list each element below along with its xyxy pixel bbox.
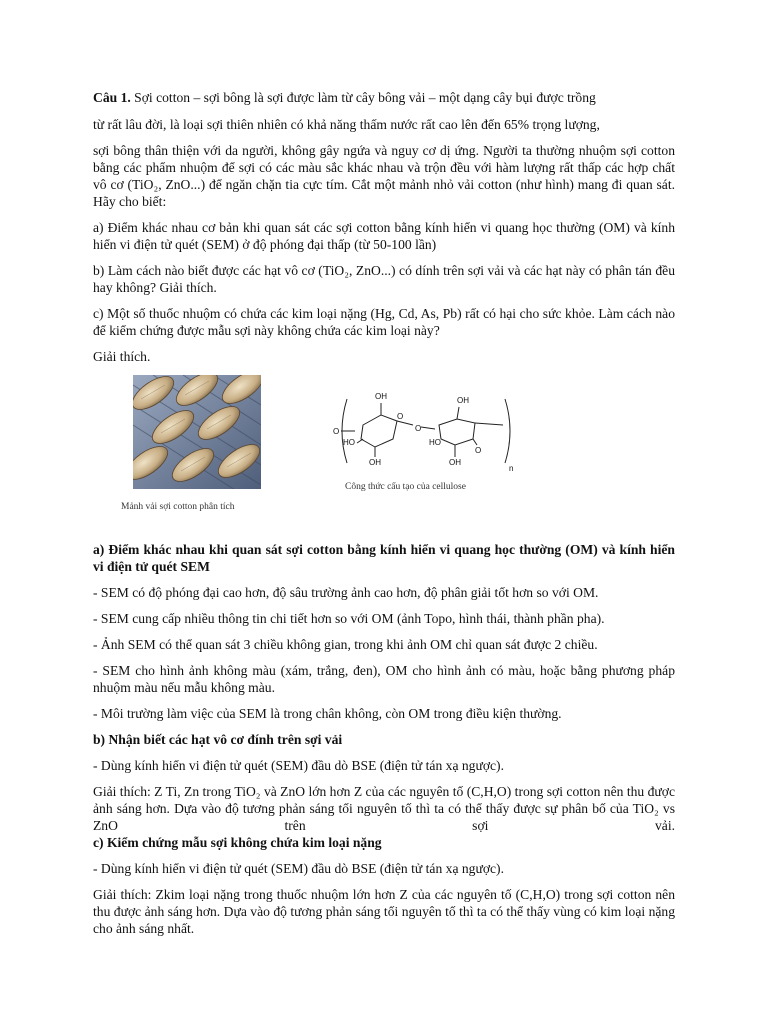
answer-c-method: - Dùng kính hiển vi điện tử quét (SEM) đầu dò BSE (điện tử tán xạ ngược). [93,861,504,876]
hydroxyl-label-1: OH [375,392,387,401]
hydroxyl-label-6: OH [449,458,461,467]
ring-oxygen-label-1: O [397,412,404,421]
figures-row [93,375,675,533]
answer-a-item: - SEM cung cấp nhiều thông tin chi tiết hơn so với OM (ảnh Topo, hình thái, thành phần pha). [93,611,605,626]
question-intro-line2: từ rất lâu đời, là loại sợi thiên nhiên có khả năng thấm nước rất cao lên đến 65% trọng lượng, [93,117,600,132]
answer-a-heading: a) Điểm khác nhau khi quan sát sợi cotton bằng kính hiển vi quang học thường (OM) và kính hiển vi điện tử quét SEM [93,542,675,574]
fabric-caption: Mảnh vải sợi cotton phân tích [121,502,235,512]
answer-b-heading: b) Nhận biết các hạt vô cơ đính trên sợi vải [93,732,343,747]
answer-a-item: - SEM có độ phóng đại cao hơn, độ sâu trường ảnh cao hơn, độ phân giải tốt hơn so với OM. [93,585,599,600]
hydroxyl-label-3: OH [369,458,381,467]
hydroxyl-label-4: HO [429,438,441,447]
answer-a-item: - Ảnh SEM có thể quan sát 3 chiều không gian, trong khi ảnh OM chỉ quan sát được 2 chiều. [93,637,598,652]
hydroxyl-label-5: OH [457,396,469,405]
question-intro-rest: sợi bông thân thiện với da người, không gây ngứa và nguy cơ dị ứng. Người ta thường nhuộm sợi cotton bằng các phẩm nhuộm để sợi có các màu sắc khác nhau và trộn đều với hàm lượng rất thấp các hợp chất vô cơ (TiO₂, ZnO...) để ngăn chặn tia cực tím. Cắt một mảnh nhỏ vải cotton (như hình) mang đi quan sát. Hãy cho biết: [93,143,675,209]
question-explain-label: Giải thích. [93,349,151,364]
answer-c-heading: c) Kiểm chứng mẫu sợi không chứa kim loại nặng [93,835,382,850]
cotton-fabric-image [133,375,261,489]
question-part-b: b) Làm cách nào biết được các hạt vô cơ (TiO₂, ZnO...) có dính trên sợi vải và các hạt này có phân tán đều hay không? Giải thích. [93,263,675,295]
answer-b-explain: Giải thích: Z Ti, Zn trong TiO₂ và ZnO lớn hơn Z của các nguyên tố (C,H,O) trong sợi cotton nên thu được ảnh sáng hơn. Dựa vào độ tương phản sáng tối nguyên tố thì ta có thể thấy được sự phân bố của TiO₂ vs ZnO trên sợi vải. [93,784,675,833]
question-part-c: c) Một số thuốc nhuộm có chứa các kim loại nặng (Hg, Cd, As, Pb) rất có hại cho sức khỏe. Làm cách nào để kiểm chứng được mẫu sợi này không chứa các kim loại này? [93,306,675,338]
glycosidic-oxygen-mid: O [415,424,422,433]
repeat-unit-n: n [509,464,514,473]
ring-oxygen-label-2: O [475,446,482,455]
cellulose-structure-diagram [333,381,523,481]
question-intro-line1: Câu 1. Sợi cotton – sợi bông là sợi được làm từ cây bông vải – một dạng cây bụi được trồng [93,90,596,105]
answer-c-explain: Giải thích: Zkim loại nặng trong thuốc nhuộm lớn hơn Z của các nguyên tố (C,H,O) trong sợi cotton nên thu được ảnh sáng hơn. Dựa vào độ tương phản sáng tối nguyên tố thì ta có thể thấy vùng có kim loại nặng cho ảnh sáng nhất. [93,887,675,936]
hydroxyl-label-2: HO [343,438,355,447]
glycosidic-oxygen-left: O [333,427,340,436]
answer-a-item: - Môi trường làm việc của SEM là trong chân không, còn OM trong điều kiện thường. [93,706,562,721]
cellulose-caption: Công thức cấu tạo của cellulose [345,482,466,492]
answer-a-item: - SEM cho hình ảnh không màu (xám, trắng, đen), OM cho hình ảnh có màu, hoặc bằng phương pháp nhuộm màu nếu mẫu không màu. [93,663,675,695]
question-part-a: a) Điểm khác nhau cơ bản khi quan sát các sợi cotton bằng kính hiển vi quang học thường (OM) và kính hiển vi điện tử quét (SEM) ở độ phóng đại thấp (từ 50-100 lần) [93,220,675,252]
question-label: Câu 1. [93,90,131,105]
answer-b-method: - Dùng kính hiển vi điện tử quét (SEM) đầu dò BSE (điện tử tán xạ ngược). [93,758,504,773]
document-page [93,84,675,937]
woven-fabric-illustration [133,375,261,489]
